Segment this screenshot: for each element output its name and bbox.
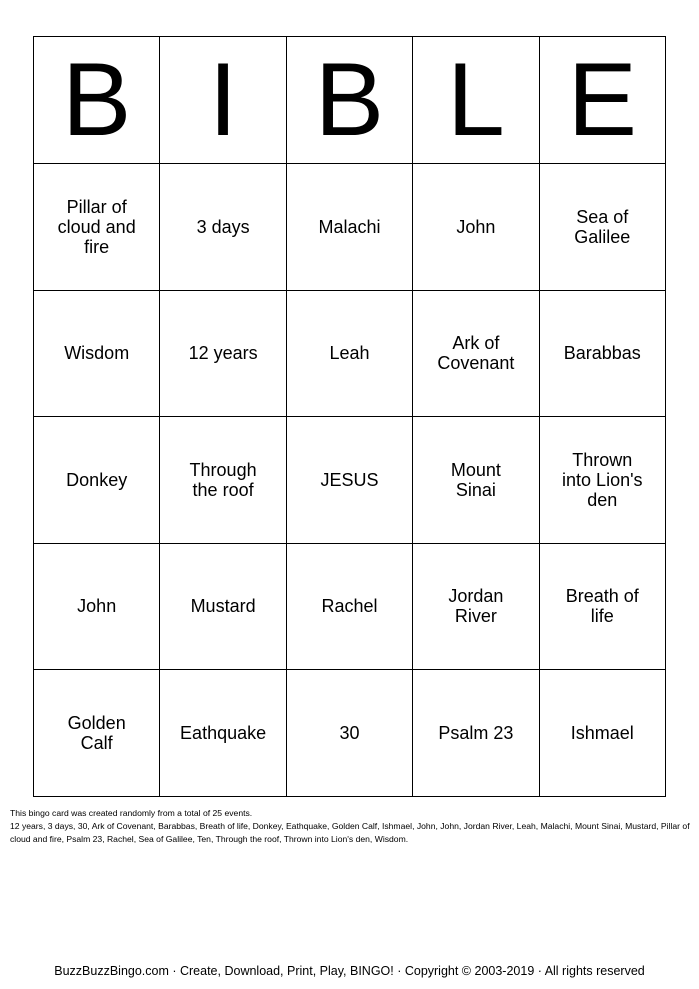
card-row-4 [34,543,666,670]
cell-text: Malachi [318,216,381,237]
cell-text: 30 [339,722,360,743]
bingo-cell [413,290,539,417]
bingo-cell [286,290,412,417]
bingo-cell [34,670,160,797]
cell-text: Leah [329,343,370,364]
card-row-5 [34,670,666,797]
cell-text: Donkey [66,469,128,490]
bingo-cell [413,543,539,670]
bingo-card [33,36,666,797]
cell-text: Mustard [190,596,256,617]
cell-text: Mount Sinai [450,459,501,500]
bingo-cell [160,417,286,544]
cell-text: John [456,216,496,237]
cell-text: Wisdom [64,343,130,364]
cell-text: Jordan River [448,586,504,627]
bingo-cell [286,670,412,797]
cell-text: Breath of life [565,586,639,627]
bingo-cell [160,543,286,670]
bingo-cell [34,543,160,670]
bingo-cell [413,670,539,797]
cell-text: Through the roof [189,459,257,500]
bingo-cell [539,670,665,797]
cell-text: Ishmael [570,722,634,743]
card-row-1 [34,164,666,291]
cell-text: JESUS [320,469,379,490]
bingo-cell [539,543,665,670]
header-letter-l: L [413,37,539,164]
bingo-cell [160,670,286,797]
header-letter-b2: B [286,37,412,164]
cell-text: Rachel [321,596,378,617]
site-footer: BuzzBuzzBingo.com · Create, Download, Print, Play, BINGO! · Copyright © 2003-2019 · All rights reserved [54,964,645,978]
cell-text: Eathquake [180,722,267,743]
cell-text: Ark of Covenant [437,333,515,374]
cell-text: Barabbas [563,343,641,364]
bingo-cell [413,164,539,291]
bingo-cell [413,417,539,544]
bingo-cell [34,290,160,417]
bingo-cell [160,164,286,291]
notes-summary: This bingo card was created randomly from a total of 25 events. [10,808,253,818]
notes-event-list: 12 years, 3 days, 30, Ark of Covenant, Barabbas, Breath of life, Donkey, Eathquake, Golden Calf, Ishmael, John, John, Jordan River, Leah, Malachi, Mount Sinai, Mustard, Pillar of cloud and fire, Psalm 23, Rachel, Sea of Galilee, Ten, Through the roof, Thrown into Lion's den, Wisdom. [10,821,690,844]
cell-text: Golden Calf [67,712,126,753]
bingo-cell [34,164,160,291]
bingo-cell [539,290,665,417]
cell-text: John [77,596,117,617]
header-row [34,37,666,164]
cell-text: Thrown into Lion's den [562,449,643,510]
cell-text: Sea of Galilee [574,206,631,247]
cell-text: 3 days [196,216,250,237]
bingo-cell [34,417,160,544]
card-row-2 [34,290,666,417]
cell-text: 12 years [188,343,258,364]
header-letter-e: E [539,37,665,164]
cell-text: Pillar of cloud and fire [57,196,136,257]
bingo-cell [160,290,286,417]
bingo-cell [286,164,412,291]
card-row-3 [34,417,666,544]
header-letter-i: I [160,37,286,164]
bingo-cell [286,543,412,670]
bingo-cell [539,417,665,544]
card-notes [10,807,690,846]
cell-text: Psalm 23 [438,722,514,743]
header-letter-b: B [34,37,160,164]
bingo-cell-center [286,417,412,544]
bingo-cell [539,164,665,291]
